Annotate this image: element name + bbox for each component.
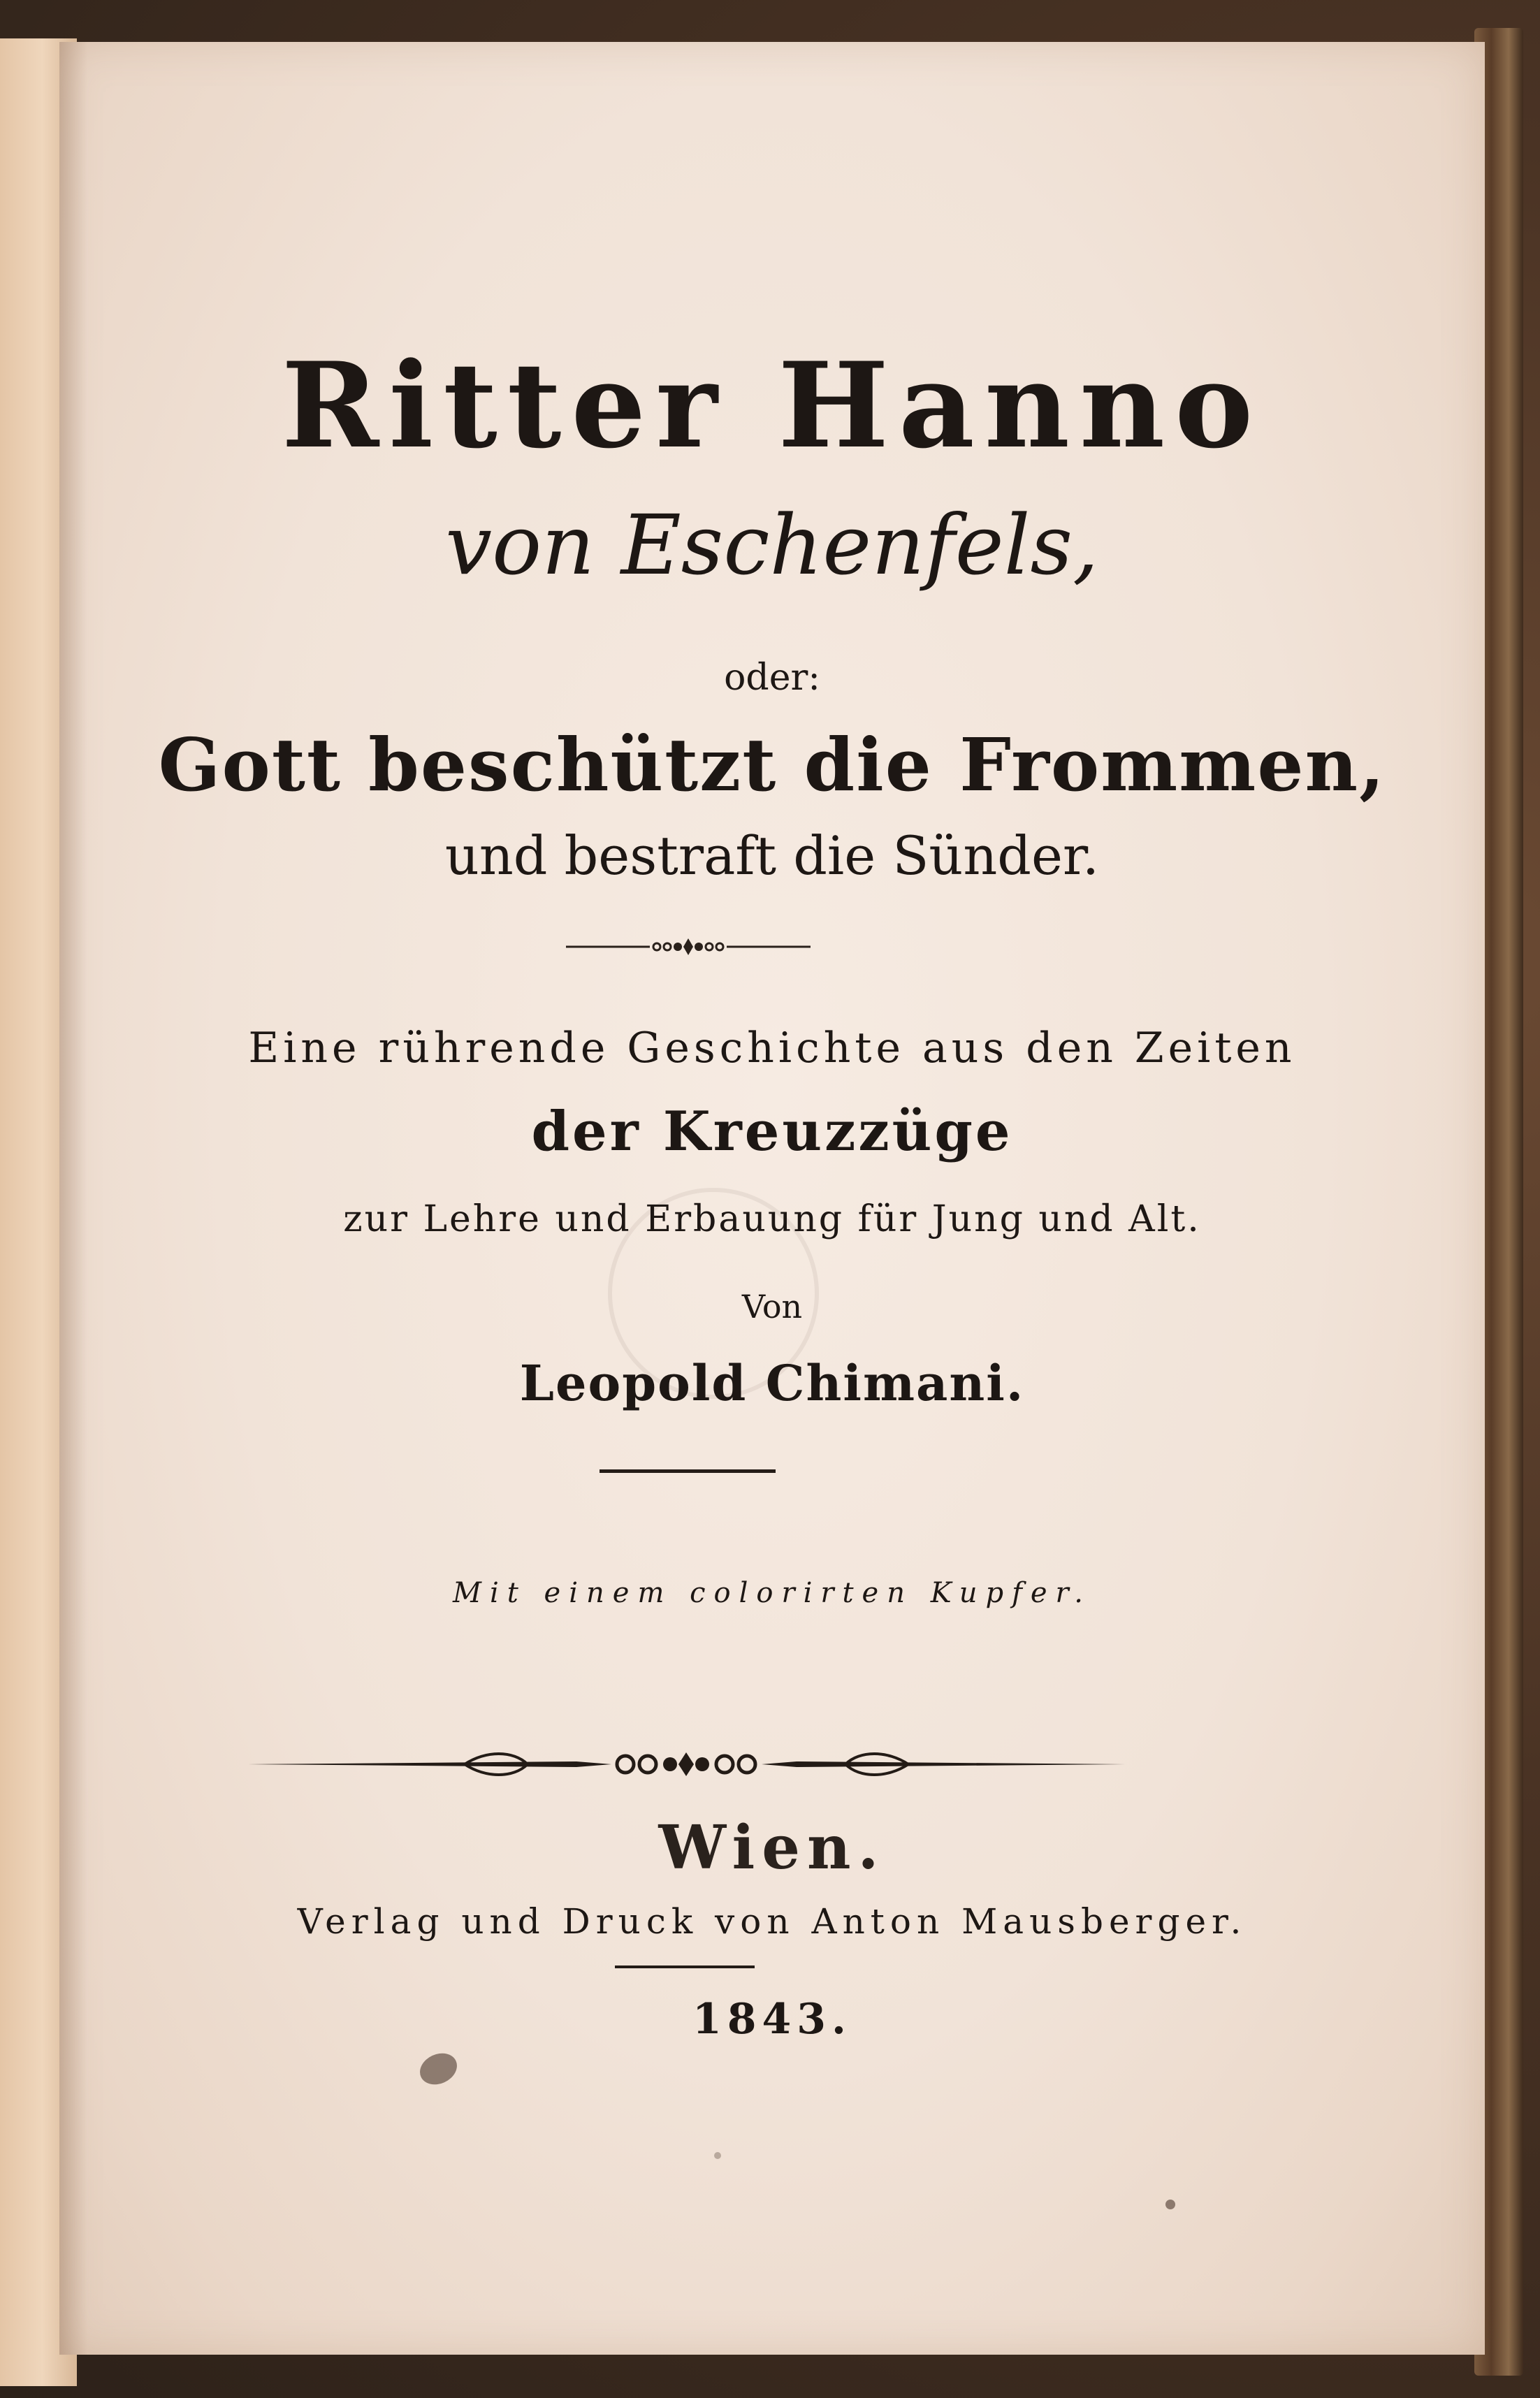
publication-year: 1843. [692, 1995, 852, 2044]
book-title: Ritter Hanno [281, 336, 1263, 474]
publication-city: Wien. [658, 1812, 886, 1883]
small-ornament-divider [566, 933, 811, 961]
title-von-line: von Eschenfels, [445, 497, 1099, 593]
oder-line: oder: [724, 657, 820, 699]
year-rule [615, 1965, 755, 1968]
illustration-note: Mit einem colorirten Kupfer. [453, 1577, 1091, 1609]
description-line-3: zur Lehre und Erbauung für Jung und Alt. [343, 1198, 1201, 1240]
large-ornament-divider [248, 1740, 1125, 1789]
publisher-line: Verlag und Druck von Anton Mausberger. [297, 1901, 1247, 1942]
subtitle-line-2: und bestraft die Sünder. [444, 824, 1100, 887]
ink-dot [714, 2152, 721, 2159]
author-rule [600, 1469, 776, 1473]
ink-dot [1165, 2200, 1175, 2209]
author-name: Leopold Chimani. [519, 1354, 1025, 1412]
by-line: Von [741, 1288, 803, 1325]
subtitle-line-1: Gott beschützt die Frommen, [158, 722, 1386, 808]
description-line-2: der Kreuzzüge [531, 1100, 1013, 1163]
description-line-1: Eine rührende Geschichte aus den Zeiten [248, 1024, 1296, 1073]
